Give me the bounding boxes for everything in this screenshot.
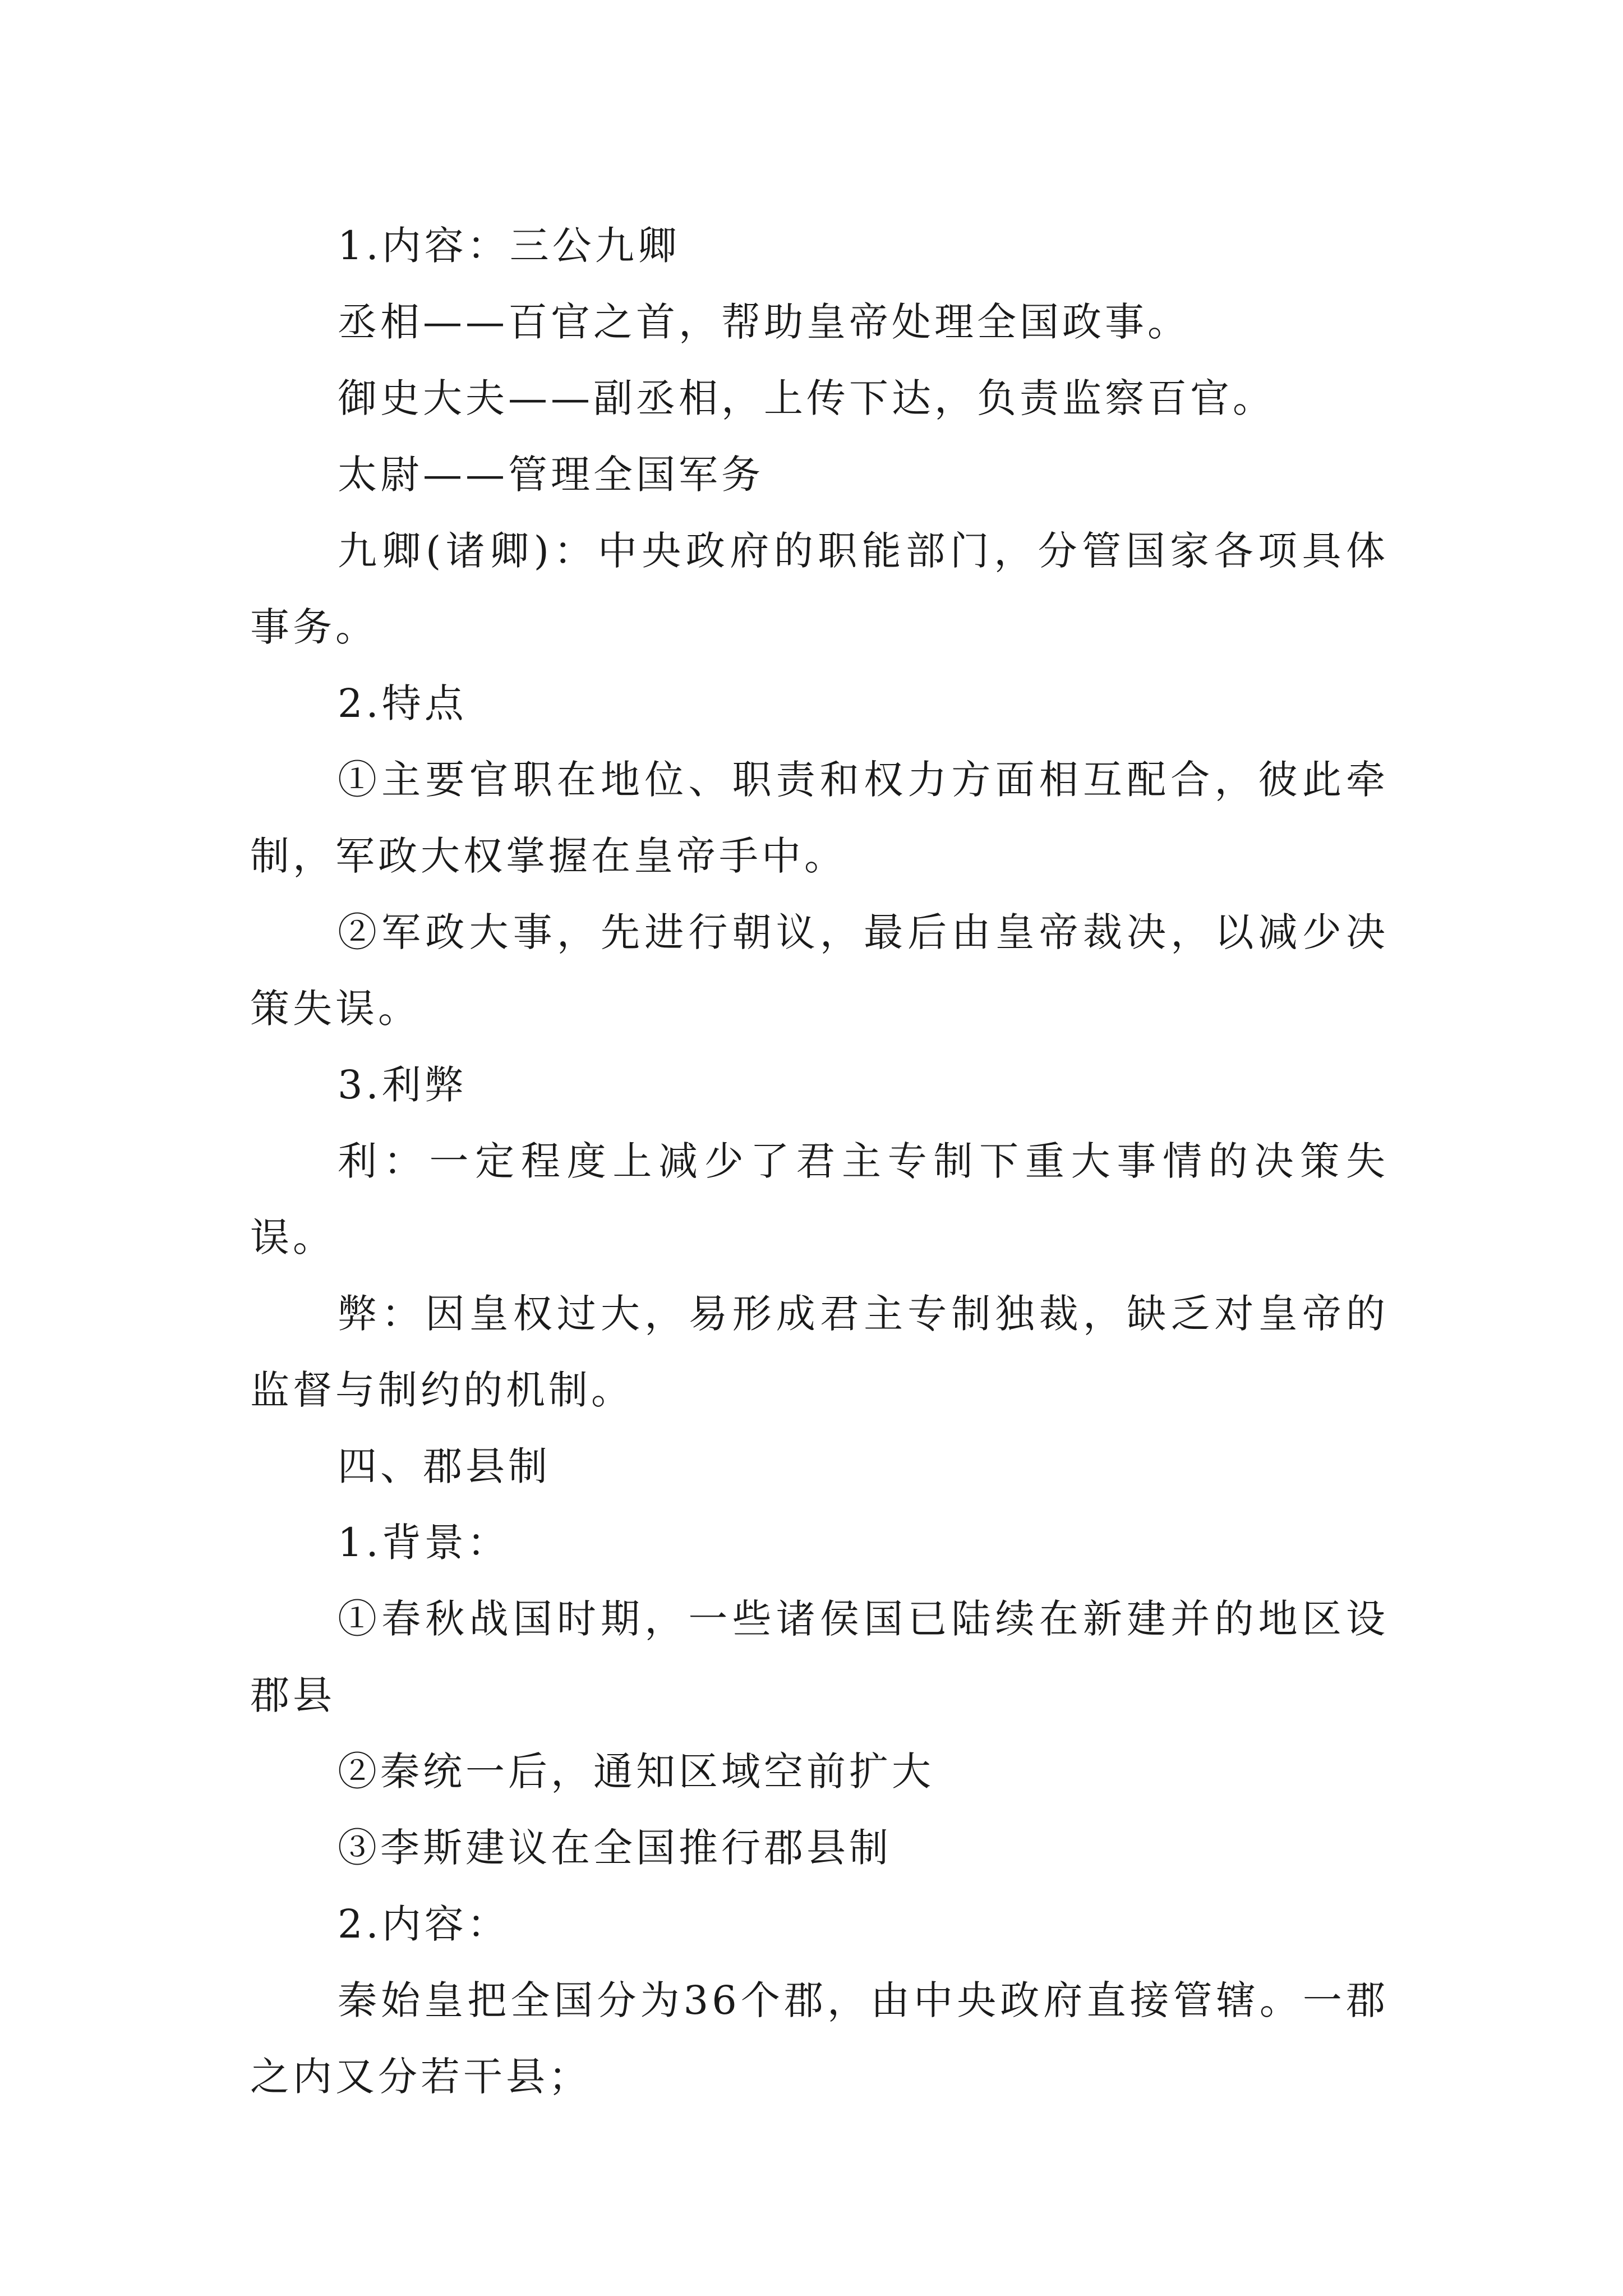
paragraph-pros: 利：一定程度上减少了君主专制下重大事情的决策失误。 [250, 1138, 1389, 1260]
paragraph-features-heading: 2.特点 [338, 680, 467, 726]
paragraph-feature-1: ①主要官职在地位、职责和权力方面相互配合，彼此牵制，军政大权掌握在皇帝手中。 [250, 757, 1389, 879]
paragraph-content-detail: 秦始皇把全国分为36个郡，由中央政府直接管辖。一郡之内又分若干县； [250, 1977, 1389, 2100]
paragraph-background-1: ①春秋战国时期，一些诸侯国已陆续在新建并的地区设郡县 [250, 1596, 1389, 1718]
paragraph-yushi-dafu: 御史大夫——副丞相，上传下达，负责监察百官。 [338, 375, 1275, 421]
document-body [250, 208, 1389, 2115]
paragraph-sangong-jiuqing: 1.内容：三公九卿 [338, 223, 680, 269]
paragraph-chengxiang: 丞相——百官之首，帮助皇帝处理全国政事。 [338, 299, 1190, 345]
paragraph-background-3: ③李斯建议在全国推行郡县制 [338, 1825, 892, 1871]
paragraph-background-heading: 1.背景： [338, 1520, 510, 1566]
paragraph-feature-2: ②军政大事，先进行朝议，最后由皇帝裁决，以减少决策失误。 [250, 909, 1389, 1032]
paragraph-taiwei: 太尉——管理全国军务 [338, 452, 764, 498]
paragraph-cons: 弊：因皇权过大，易形成君主专制独裁，缺乏对皇帝的监督与制约的机制。 [250, 1291, 1389, 1413]
section-heading-junxian: 四、郡县制 [338, 1443, 551, 1489]
paragraph-jiuqing: 九卿(诸卿)：中央政府的职能部门，分管国家各项具体事务。 [250, 528, 1389, 650]
paragraph-content-heading: 2.内容： [338, 1901, 510, 1947]
paragraph-background-2: ②秦统一后，通知区域空前扩大 [338, 1749, 934, 1795]
paragraph-pros-cons-heading: 3.利弊 [338, 1062, 467, 1108]
